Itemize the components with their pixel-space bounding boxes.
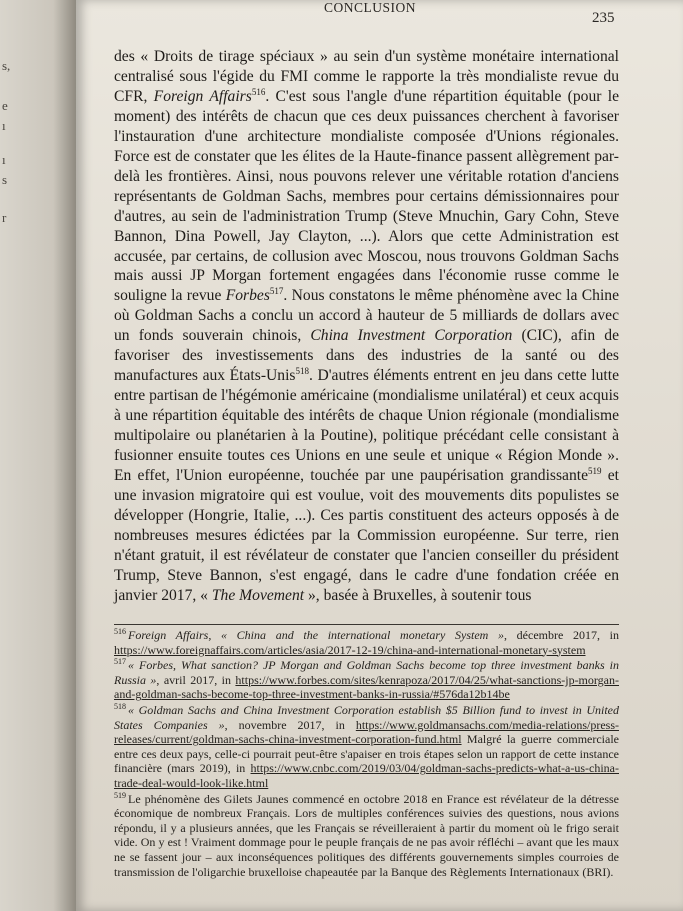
footnote-link[interactable]: https://www.forbes.com/sites/kenrapoza/2017/04/25/what-sanctions-jp-morgan-and-goldman-sachs-become-top-three-investment-banks-in-russia/#576da12b14be [114,672,619,702]
left-page-fragment: ı [2,118,6,133]
left-page-edge [0,0,76,911]
body-text [114,47,619,606]
footnote-reference[interactable]: 516 [251,86,266,97]
footnote-reference[interactable]: 518 [295,366,309,377]
left-page-fragment: r [2,210,7,225]
footnote-reference[interactable]: 517 [269,286,284,297]
organization-name: China Investment Corporation [310,327,513,345]
left-page-fragment: ı [2,152,6,167]
running-head: CONCLUSION [324,0,417,15]
footnote: $^{519}$ Le phénomène des Gilets Jaunes commencé en octobre 2018 en France est révélateur de la détresse économique de nombreux Français. Lors de multiples conférences suivies des questions, nous avions répondu, il y a plusieurs années, que les Français se réveilleraient à partir du moment où le frigo serait vide. On y est ! Vraiment dommage pour le peuple français de ne pas avoir réfléchi – avant que les maux ne se fassent jour – aux inconséquences politiques des différents gouvernements simples courroies de transmission de l'oligarchie bruxelloise chapeautée par la Banque des Règlements Internationaux (BRI). [114,790,619,879]
left-page-fragment: e [2,98,8,113]
body-paragraph: des « Droits de tirage spéciaux » au sein d'un système monétaire international centralisé sous l'égide du FMI comme le rapporte la très mondialiste revue du CFR, Foreign Affairs$^{516}$. C'est sous l'angle d'une répartition équitable (pour le moment) des intérêts de chacun que ces deux puissances cherchent à favoriser l'instauration d'une architecture mondialiste composée d'Unions régionales. Force est de constater que les élites de la Haute-finance passent allègrement par-delà les frontières. Ainsi, nous pouvons relever une véritable rotation d'anciens représentants de Goldman Sachs, membres pour certains démissionnaires pour d'autres, au sein de l'administration Trump (Steve Mnuchin, Gary Cohn, Steve Bannon, Dina Powell, Jay Clayton, ...). Alors que cette Administration est accusée, par certains, de collusion avec Moscou, nous trouvons Goldman Sachs mais aussi JP Morgan fortement engagées dans l'économie russe comme le souligne la revue Forbes$^{517}$. Nous constatons le même phénomène avec la Chine où Goldman Sachs a conclu un accord à hauteur de 5 milliards de dollars avec un fonds souverain chinois, China Investment Corporation (CIC), afin de favoriser des investissements dans des industries de la santé ou des manufactures aux États-Unis$^{518}$. D'autres éléments entrent en jeu dans cette lutte entre partisan de l'hégémonie américaine (mondialisme unilatéral) et ceux acquis à une répartition équitable des intérêts de chaque Union régionale (mondialisme multipolaire ou planétarien à la Poutine), politique précédant celle consistant à fusionner ensuite toutes ces Unions en une seule et unique « Région Monde ». En effet, l'Union européenne, touchée par une paupérisation grandissante$^{519}$ et une invasion migratoire qui est voulue, voit des mouvements dits populistes se développer (Hongrie, Italie, ...). Ces partis constituent des acteurs opposés à de nombreuses mesures édictées par la Commission européenne. Sur terre, rien n'étant gratuit, il est révélateur de constater que l'ancien conseiller du président Trump, Steve Bannon, s'est engagé, dans le cadre d'une fondation créée en janvier 2017, « The Movement », basée à Bruxelles, à soutenir tous [114,48,620,604]
footnote: $^{517}$ « Forbes, What sanction? JP Morgan and Goldman Sachs become top three investment banks in Russia », avril 2017, in https://www.forbes.com/sites/kenrapoza/2017/04/25/what-sanctions-jp-morgan-and-goldman-sachs-become-top-three-investment-banks-in-russia/#576da12b14be [114,657,619,702]
publication-title: Foreign Affairs [153,87,252,105]
page-number: 235 [592,10,615,26]
footnote: $^{518}$ « Goldman Sachs and China Investment Corporation establish $5 Billion fund to invest in United States Companies », novembre 2017, in https://www.goldmansachs.com/media-relations/press-releases/current/goldman-sachs-china-investment-corporation-fund.html Malgré la guerre commerciale entre ces deux pays, celle-ci pourrait peut-être s'apaiser en trois étapes selon un rapport de cette instance financière (mars 2019), in https://www.cnbc.com/2019/03/04/goldman-sachs-predicts-what-a-us-china-trade-deal-would-look-like.html [114,701,619,790]
left-page-fragment: s, [2,58,11,73]
footnote-link[interactable]: https://www.cnbc.com/2019/03/04/goldman-sachs-predicts-what-a-us-china-trade-deal-would-look-like.html [114,761,619,790]
publication-title: Forbes [225,287,270,305]
footnotes [114,628,619,880]
footnote-link[interactable]: https://www.goldmansachs.com/media-relations/press-releases/current/goldman-sachs-china-investment-corporation-fund.html [114,717,619,747]
footnote: $^{516}$ Foreign Affairs, « China and the international monetary System », décembre 2017, in https://www.foreignaffairs.com/articles/asia/2017-12-19/china-and-international-monetary-system [114,627,619,657]
footnote-reference[interactable]: 519 [588,465,602,476]
left-page-fragment: s [2,172,8,187]
footnote-divider [114,624,619,625]
footnote-link[interactable]: https://www.foreignaffairs.com/articles/asia/2017-12-19/china-and-international-monetary-system [114,642,586,657]
book-page [76,0,683,911]
foundation-name: The Movement [211,586,305,604]
